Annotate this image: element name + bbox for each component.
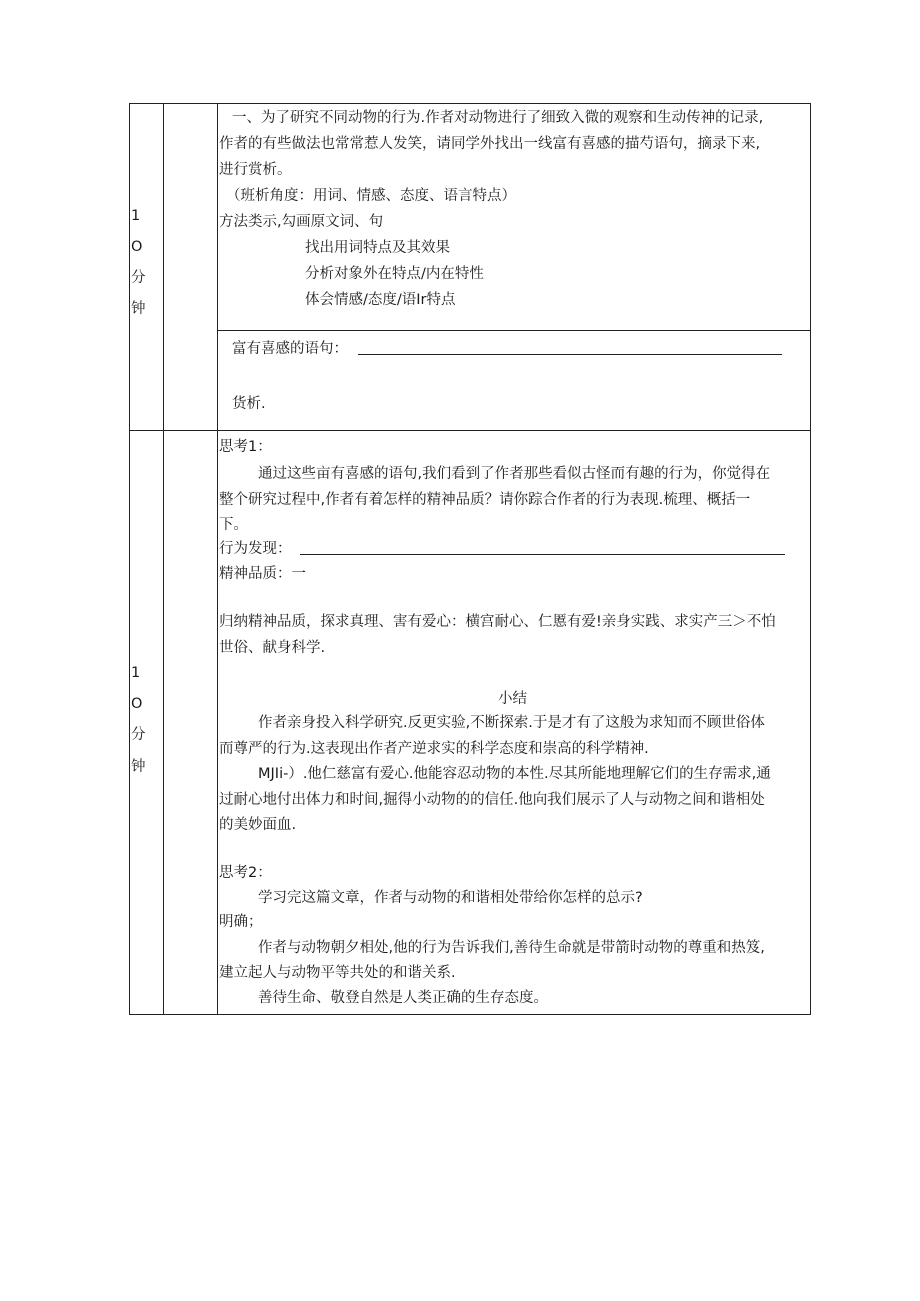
row1-time-char-4: 钟 — [131, 301, 146, 317]
think2-question: 学习完这篇文章，作者与动物的和谐相处带给你怎样的总示? — [258, 890, 643, 906]
behavior-label: 行为发现： — [219, 541, 292, 557]
spirit-label: 精神品质：一 — [219, 566, 306, 582]
sentence-answer-line[interactable] — [358, 354, 782, 355]
behavior-answer-line[interactable] — [300, 554, 785, 555]
think2-closing: 善待生命、敬登自然是人类正确的生存态度。 — [258, 990, 548, 1006]
appreciation-label: 货析. — [232, 396, 266, 412]
think1-question-line-1: 通过这些亩有喜感的语句,我们看到了作者那些看似古怪而有趣的行为，你觉得在 — [258, 466, 771, 482]
summary-para2-line-3: 的美妙面血. — [219, 817, 297, 833]
think2-answer-line-1: 作者与动物朝夕相处,他的行为告诉我们,善待生命就是带箭时动物的尊重和热笈, — [258, 940, 765, 956]
row1-time-char-1: 1 — [131, 208, 141, 224]
row1-inner-divider — [217, 330, 811, 331]
think2-heading: 思考2： — [219, 865, 272, 881]
table-top-border — [129, 103, 811, 104]
col-divider-1 — [163, 103, 164, 1015]
row2-time-char-1: 1 — [131, 665, 141, 681]
table-right-border — [810, 103, 811, 1015]
summary-para1-line-2: 而尊严的行为.这表现出作者产逆求实的科学态度和崇高的科学精神. — [219, 741, 649, 757]
summary-para2-line-2: 过耐心地付出体力和时间,掘得小动物的的信任.他向我们展示了人与动物之间和谐相处 — [219, 792, 765, 808]
summary-para1-line-1: 作者亲身投入科学研究.反更实验,不断探索.于是才有了这般为求知而不顾世俗体 — [258, 715, 765, 731]
spirit-summary-line-1: 归纳精神品质，探求真理、害有爱心：横宫耐心、仁慝有爱!亲身实践、求实产三＞不怕 — [219, 614, 776, 630]
row1-time-char-3: 分 — [131, 270, 146, 286]
sentence-label: 富有喜感的语句： — [232, 341, 348, 357]
row2-time-char-2: O — [131, 696, 143, 712]
col-divider-2 — [217, 103, 218, 1015]
summary-title: 小结 — [498, 691, 527, 707]
task-line-2: 作者的有些做法也常常惹人发笑，请同学外找出一线富有喜感的描芍语句，摘录下来, — [219, 136, 761, 152]
clear-label: 明确； — [219, 914, 263, 930]
summary-para2-line-1: MJIi-）.他仁慈富有爱心.他能容忍动物的本性.尽其所能地理解它们的生存需求,通 — [258, 766, 771, 782]
think1-question-line-3: 下。 — [219, 517, 248, 533]
spirit-summary-line-2: 世俗、献身科学. — [219, 640, 326, 656]
table-left-border — [129, 103, 130, 1015]
row2-time-char-3: 分 — [131, 727, 146, 743]
task-line-4: （班析角度：用词、情感、态度、语言特点） — [226, 188, 516, 204]
task-line-6: 找出用词特点及其效果 — [305, 240, 450, 256]
task-line-7: 分析对象外在特点/内在特性 — [305, 266, 484, 282]
task-line-8: 体会情感/态度/语Ir特点 — [305, 292, 456, 308]
task-line-3: 进行赏析。 — [219, 162, 292, 178]
row2-time-char-4: 钟 — [131, 759, 146, 775]
think1-heading: 思考1： — [219, 439, 272, 455]
think2-answer-line-2: 建立起人与动物平等共处的和谐关系. — [219, 965, 456, 981]
task-line-5: 方法类示,勾画原文词、句 — [219, 214, 384, 230]
row1-time-char-2: O — [131, 239, 143, 255]
table-bottom-border — [129, 1014, 811, 1015]
row-divider — [129, 430, 811, 431]
task-line-1: 一、为了研究不同动物的行为.作者对动物进行了细致入微的观察和生动传神的记录, — [232, 110, 764, 126]
think1-question-line-2: 整个研究过程中,作者有着怎样的精神品质？请你踪合作者的行为表现.梳理、概括一 — [219, 492, 751, 508]
